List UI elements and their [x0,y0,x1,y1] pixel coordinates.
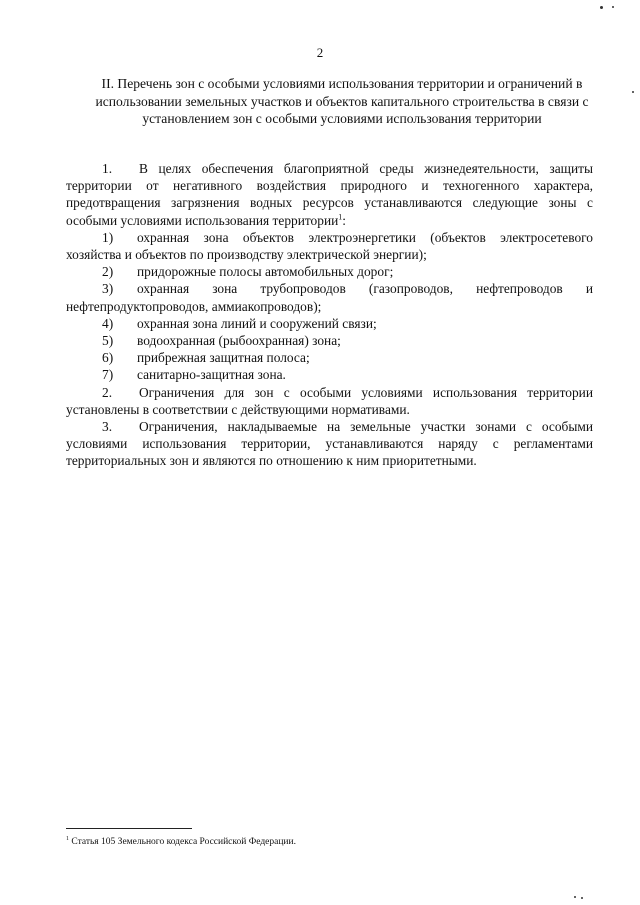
paragraph-number: 1. [102,161,113,176]
document-body [66,160,593,470]
list-item-text: придорожные полосы автомобильных дорог; [137,264,394,280]
paragraph-number: 2. [102,384,113,400]
list-item-number: 2) [102,264,114,280]
list-item [66,349,593,366]
page-number: 2 [316,45,324,60]
footnote-marker: 1 [66,835,69,842]
scan-speck [632,91,634,93]
list-item-number: 1) [102,229,114,245]
footnote-reference: 1 [338,212,343,222]
list-item-number: 5) [102,333,114,349]
list-item-number: 4) [102,315,114,331]
footnote-separator [66,828,192,829]
footnote [66,836,566,848]
list-item-text: водоохранная (рыбоохранная) зона; [137,333,341,349]
list-item-text: охранная зона линий и сооружений связи; [137,315,377,331]
list-item-text: прибрежная защитная полоса; [137,350,310,366]
list-item [66,366,593,383]
paragraph-1 [66,160,593,229]
scan-speck [612,6,614,8]
paragraph-number: 3. [102,419,113,435]
paragraph-text: В целях обеспечения благоприятной среды жизнедеятельности, защиты территории от негативного воздействия природного и техногенного характера, предотвращения загрязнения водных ресурсов устанавливаются следующие зоны с особыми условиями использования территории [66,161,593,228]
list-item [66,263,593,280]
list-item [66,280,593,314]
paragraph-2 [66,384,593,418]
section-title: II. Перечень зон с особыми условиями использования территории и ограничений в использовании земельных участков и объектов капитального строительства в связи с установлением зон с особыми условиями использования территории [95,76,589,126]
scan-speck [581,897,583,899]
list-item-text: охранная зона трубопроводов (газопроводов, нефтепроводов и нефтепродуктопроводов, аммиакопроводов); [66,281,593,314]
scan-speck [600,6,603,9]
paragraph-text: Ограничения, накладываемые на земельные участки зонами с особыми условиями использования территории, устанавливаются наряду с регламентами территориальных зон и являются по отношению к ним приоритетными. [66,419,593,469]
list-item-number: 7) [102,367,114,383]
scan-speck [574,896,576,898]
paragraph-3 [66,418,593,470]
list-item-number: 3) [102,281,114,297]
list-item [66,229,593,263]
footnote-text: Статья 105 Земельного кодекса Российской Федерации. [69,837,296,847]
list-item [66,315,593,332]
list-item-text: охранная зона объектов электроэнергетики (объектов электросетевого хозяйства и объектов по производству электрической энергии); [66,229,593,263]
list-item [66,332,593,349]
paragraph-tail: : [342,212,347,228]
list-item-number: 6) [102,350,114,366]
list-item-text: санитарно-защитная зона. [137,367,286,383]
paragraph-text: Ограничения для зон с особыми условиями использования территории установлены в соответствии с действующими нормативами. [66,384,593,417]
